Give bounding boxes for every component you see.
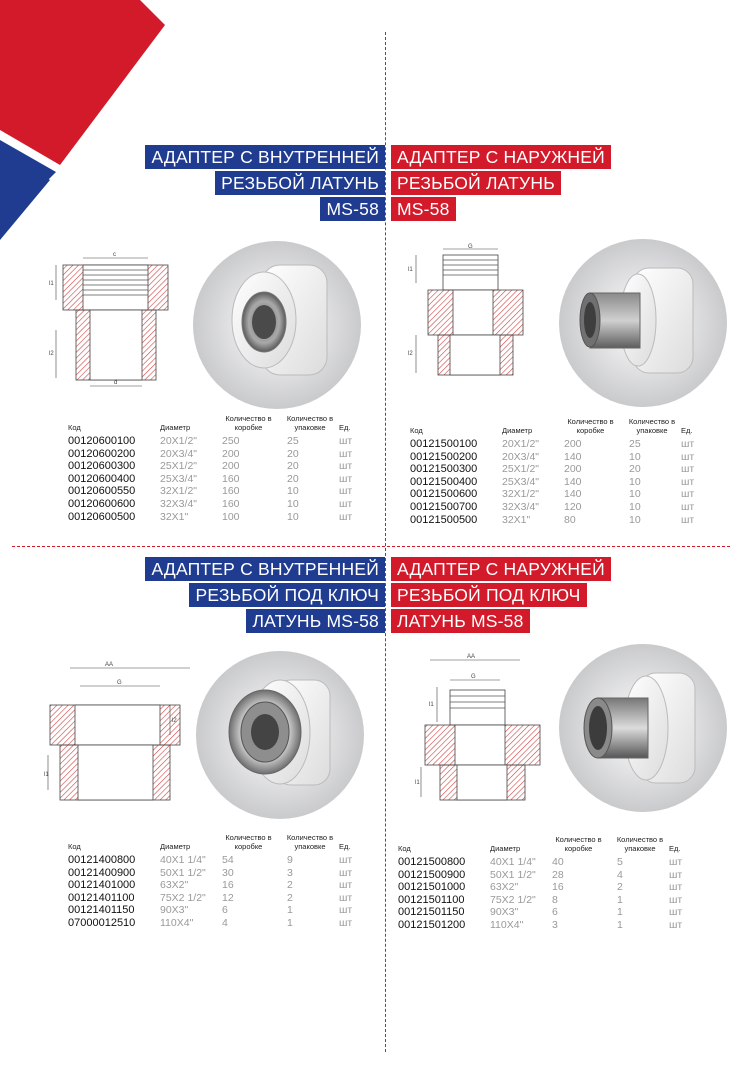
- horizontal-divider: [12, 546, 730, 547]
- title-line: АДАПТЕР С НАРУЖНЕЙ: [391, 557, 611, 581]
- dimension-label: G: [471, 674, 476, 680]
- dimension-label: l1: [44, 772, 49, 778]
- table-row: 00120600600 32X3/4" 160 10 шт: [68, 497, 353, 510]
- table-row: 00121401150 90X3" 6 1 шт: [68, 904, 353, 917]
- table-row: 00121501000 63X2" 16 2 шт: [398, 881, 683, 894]
- title-line: АДАПТЕР С ВНУТРЕННЕЙ: [145, 145, 385, 169]
- table-row: 00121401000 63X2" 16 2 шт: [68, 879, 353, 892]
- vertical-divider: [385, 32, 386, 1052]
- title-line: ЛАТУНЬ MS-58: [391, 609, 530, 633]
- column-header: Ед.: [339, 841, 351, 851]
- technical-drawing: [45, 660, 190, 805]
- column-header: Ед.: [669, 843, 681, 853]
- spec-table: [68, 834, 369, 930]
- table-row: 00121500300 25X1/2" 200 20 шт: [410, 463, 695, 476]
- title-line: MS-58: [391, 197, 456, 221]
- title-line: MS-58: [320, 197, 385, 221]
- dimension-label: AA: [467, 654, 476, 660]
- column-header: Количество в упаковке: [286, 414, 334, 432]
- dimension-label: AA: [105, 662, 114, 668]
- dimension-label: G: [468, 244, 473, 250]
- technical-drawing: [48, 250, 183, 390]
- table-row: 00121500400 25X3/4" 140 10 шт: [410, 475, 695, 488]
- dimension-label: G: [117, 680, 122, 686]
- column-header: Ед.: [681, 425, 693, 435]
- column-header: Диаметр: [160, 422, 191, 432]
- column-header: Диаметр: [490, 843, 521, 853]
- spec-table: [398, 836, 699, 932]
- table-row: 00120600200 20X3/4" 200 20 шт: [68, 447, 353, 460]
- title-line: РЕЗЬБОЙ ЛАТУНЬ: [391, 171, 561, 195]
- table-row: 00120600550 32X1/2" 160 10 шт: [68, 485, 353, 498]
- table-row: 00121500700 32X3/4" 120 10 шт: [410, 500, 695, 513]
- table-row: 00121401100 75X2 1/2" 12 2 шт: [68, 891, 353, 904]
- table-row: 00121500900 50X1 1/2" 28 4 шт: [398, 868, 683, 881]
- dimension-label: d: [114, 380, 118, 386]
- table-row: 00121501100 75X2 1/2" 8 1 шт: [398, 893, 683, 906]
- table-row: 00121400800 40X1 1/4" 54 9 шт: [68, 854, 353, 866]
- table-row: 00121500200 20X3/4" 140 10 шт: [410, 450, 695, 463]
- table-row: 00121501150 90X3" 6 1 шт: [398, 906, 683, 919]
- table-row: 00121500800 40X1 1/4" 40 5 шт: [398, 856, 683, 868]
- adapter-male-wrench-photo: [558, 643, 728, 813]
- table-row: 00121500600 32X1/2" 140 10 шт: [410, 488, 695, 501]
- table-row: 00121501200 110X4" 3 1 шт: [398, 918, 683, 931]
- dimension-label: c: [113, 252, 116, 258]
- title-line: АДАПТЕР С НАРУЖНЕЙ: [391, 145, 611, 169]
- title-line: АДАПТЕР С ВНУТРЕННЕЙ: [145, 557, 385, 581]
- column-header: Диаметр: [502, 425, 533, 435]
- adapter-male-thread-photo: [558, 238, 728, 408]
- table-row: 00120600500 32X1" 100 10 шт: [68, 510, 353, 523]
- table-row: 00120600300 25X1/2" 200 20 шт: [68, 460, 353, 473]
- column-header: Код: [398, 843, 411, 853]
- dimension-label: l1: [408, 267, 413, 273]
- title-line: ЛАТУНЬ MS-58: [246, 609, 385, 633]
- title-line: РЕЗЬБОЙ ЛАТУНЬ: [215, 171, 385, 195]
- column-header: Количество в упаковке: [286, 833, 334, 851]
- technical-drawing: [415, 652, 555, 807]
- spec-table: [68, 415, 369, 523]
- column-header: Количество в упаковке: [616, 835, 664, 853]
- column-header: Количество в коробке: [225, 833, 272, 851]
- table-row: 00120600400 25X3/4" 160 20 шт: [68, 472, 353, 485]
- title-line: РЕЗЬБОЙ ПОД КЛЮЧ: [391, 583, 587, 607]
- column-header: Ед.: [339, 422, 351, 432]
- adapter-female-thread-photo: [192, 240, 362, 410]
- column-header: Количество в коробке: [225, 414, 272, 432]
- column-header: Код: [68, 841, 81, 851]
- dimension-label: l2: [172, 718, 177, 724]
- adapter-female-wrench-photo: [195, 650, 365, 820]
- spec-table: [410, 418, 711, 526]
- column-header: Количество в упаковке: [628, 417, 676, 435]
- title-line: РЕЗЬБОЙ ПОД КЛЮЧ: [189, 583, 385, 607]
- dimension-label: l2: [408, 351, 413, 357]
- dimension-label: l1: [49, 281, 54, 287]
- column-header: Диаметр: [160, 841, 191, 851]
- table-row: 00120600100 20X1/2" 250 25 шт: [68, 435, 353, 447]
- dimension-label: l1: [429, 702, 434, 708]
- technical-drawing: [398, 245, 538, 385]
- brand-corner-logo: [0, 0, 170, 250]
- column-header: Количество в коробке: [555, 835, 602, 853]
- dimension-label: l1: [415, 780, 420, 786]
- table-row: 07000012510 110X4" 4 1 шт: [68, 916, 353, 929]
- table-row: 00121400900 50X1 1/2" 30 3 шт: [68, 866, 353, 879]
- column-header: Код: [68, 422, 81, 432]
- table-row: 00121500100 20X1/2" 200 25 шт: [410, 438, 695, 450]
- dimension-label: l2: [49, 351, 54, 357]
- column-header: Код: [410, 425, 423, 435]
- column-header: Количество в коробке: [567, 417, 614, 435]
- table-row: 00121500500 32X1" 80 10 шт: [410, 513, 695, 526]
